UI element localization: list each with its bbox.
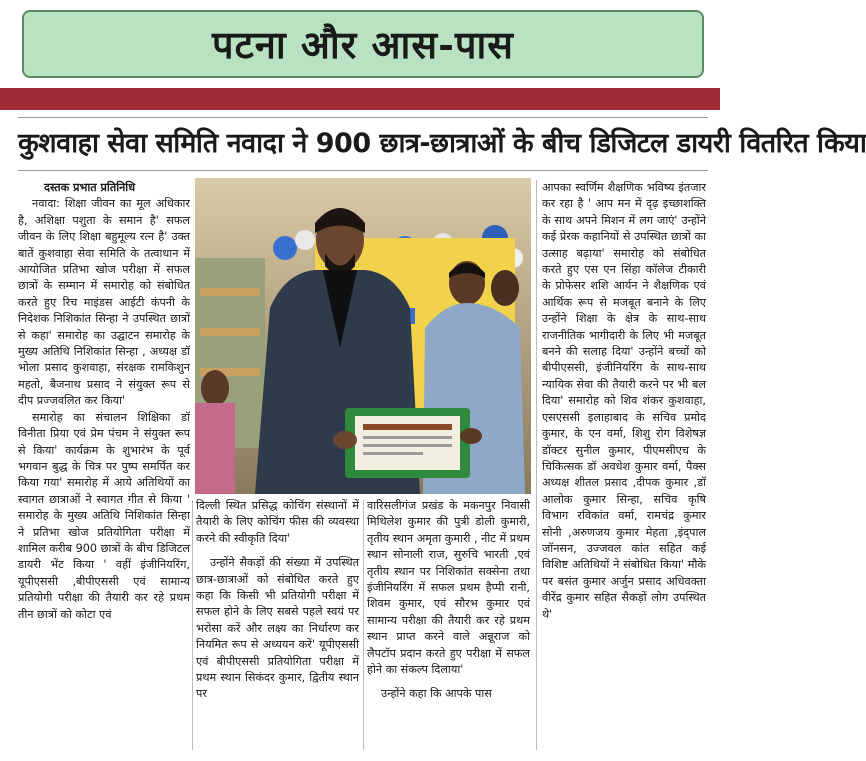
article-column-1 bbox=[18, 180, 190, 623]
ceremony-photo bbox=[195, 178, 531, 494]
column-divider bbox=[363, 500, 364, 750]
paragraph: आपका स्वर्णिम शैक्षणिक भविष्य इंतजार कर रहा है ' आप मन में दृढ़ इच्छाशक्ति के साथ अपने मिशन में लग जाएं' उन्होंने कई प्रेरक कहानियों से उपस्थित छात्रों का उत्साह बढ़ाया' समारोह को संबोधित करते हुए एस एन सिंहा कॉलेज टीकारी के प्रोफेसर शशि आर्यन ने शैक्षणिक एवं आर्थिक रूप से मजबूत बनाने के लिए उन्होंने शिक्षा के क्षेत्र के साथ-साथ राजनीतिक भागीदारी के लिए भी मजबूत बनने की सलाह दिया' उन्होंने बच्चों को बीपीएससी, इंजीनियरिंग के साथ-साथ न्यायिक सेवा की तैयारी करने पर भी बल दिया' समारोह को शिव शंकर कुशवाहा, एसएससी इलाहाबाद के सचिव प्रमोद कुमार, के एन वर्मा, शिशु रोग विशेषज्ञ डॉक्टर सुनील कुमार, पीएमसीएच के चिकित्सक डॉ अवधेश कुमार वर्मा, पैक्स अध्यक्ष शीतल प्रसाद ,दीपक कुमार ,डॉ आलोक कुमार सिन्हा, सचिव कृषि विभाग रविकांत वर्मा, रामचंद्र कुमार सोनी ,अरुणजय कुमार मेहता ,इंद्पाल जॉनसन, उज्जवल कांत सहित कई विशिष्ट अतिथियों ने संबोधित किया' मौके पर बसंत कुमार अर्जुन प्रसाद अधिवक्ता वीरेंद्र कुमार सहित सैकड़ों लोग उपस्थित थे' bbox=[542, 181, 706, 621]
article-headline: कुशवाहा सेवा समिति नवादा ने 900 छात्र-छात्राओं के बीच डिजिटल डायरी वितरित किया bbox=[18, 128, 866, 159]
divider-strip bbox=[0, 88, 720, 110]
paragraph: उन्होंने कहा कि आपके पास bbox=[381, 687, 492, 701]
byline: दस्तक प्रभात प्रतिनिधि bbox=[44, 181, 136, 194]
paragraph: दिल्ली स्थित प्रसिद्ध कोचिंग संस्थानों में तैयारी के लिए कोचिंग फीस की व्यवस्था करने की स्वीकृति दिया' bbox=[196, 499, 359, 545]
section-title: पटना और आस-पास bbox=[212, 22, 514, 67]
award-ceremony-photo-icon bbox=[195, 178, 531, 494]
headline-bottom-rule bbox=[18, 170, 708, 171]
column-divider bbox=[192, 500, 193, 750]
paragraph: वारिसलीगंज प्रखंड के मकनपुर निवासी मिथिलेश कुमार की पुत्री डोली कुमारी, तृतीय स्थान अमृता कुमारी , नीट में प्रथम स्थान सोनाली राज, सुरुचि भारती ,एवं तृतीय स्थान पर निशिकांत सक्सेना तथा इंजीनियरिंग में सफल प्रथम हैप्पी रानी, शिवम कुमार, एवं सौरभ कुमार एवं सामान्य परीक्षा की तैयारी कर रहे प्रथम स्थान प्राप्त करने वाले अन्नूराज को लैपटॉप प्रदान करते हुए परीक्षा में सफल होने का संकल्प दिलाया' bbox=[367, 499, 530, 677]
column-divider bbox=[536, 180, 537, 750]
article-column-3 bbox=[367, 498, 530, 703]
paragraph: उन्होंने सैकड़ों की संख्या में उपस्थित छात्र-छात्राओं को संबोधित करते हुए कहा कि किसी भी प्रतियोगी परीक्षा में सफल होने के लिए सबसे पहले स्वयं पर भरोसा करें और लक्ष्य का निर्धारण कर नियमित रूप से अध्ययन करें' यूपीएससी एवं बीपीएससी प्रतियोगिता परीक्षा में प्रथम स्थान सिकंदर कुमार, द्वितीय स्थान पर bbox=[196, 556, 359, 701]
article-column-4 bbox=[542, 180, 706, 623]
section-banner bbox=[22, 10, 704, 78]
paragraph: समारोह का संचालन शिक्षिका डॉ विनीता प्रिया एवं प्रेम पंचम ने संयुक्त रूप से किया' कार्यक्रम के शुभारंभ के पूर्व भगवान बुद्ध के चित्र पर पुष्प समर्पित कर किया गया' समारोह में आये अतिथियों का स्वागत छात्राओं ने स्वागत गीत से किया ' समारोह के मुख्य अतिथि निशिकांत सिन्हा ने प्रतिभा खोज प्रतियोगिता परीक्षा में शामिल करीब 900 छात्रों के बीच डिजिटल डायरी भेंट किया ' वहीं इंजीनियरिंग, यूपीएससी ,बीपीएससी एवं सामान्य प्रतियोगी परीक्षा की तैयारी कर रहे प्रथम तीन छात्रों को कोटा एवं bbox=[18, 410, 190, 621]
headline-top-rule bbox=[18, 117, 708, 118]
article-column-2 bbox=[196, 498, 359, 703]
paragraph: नवादा: शिक्षा जीवन का मूल अधिकार है, अशिक्षा पशुता के समान है' सफल जीवन के लिए शिक्षा बहुमूल्य रत्न है' उक्त बातें कुशवाहा सेवा समिति के तत्वाधान में आयोजित प्रतिभा खोज परीक्षा में सफल छात्रों के सम्मान में समारोह को संबोधित करते हुए रिच माइंडस आईटी कंपनी के निदेशक निशिकांत सिन्हा ने उपस्थित छात्रों से कहा' समारोह का उद्घाटन समारोह के मुख्य अतिथि निशिकांत सिन्हा , अध्यक्ष डॉ भोला प्रसाद कुशवाहा, संरक्षक रामकिशुन महतो, बैजनाथ प्रसाद ने संयुक्त रूप से दीप प्रज्जवलित कर किया' bbox=[18, 197, 190, 408]
